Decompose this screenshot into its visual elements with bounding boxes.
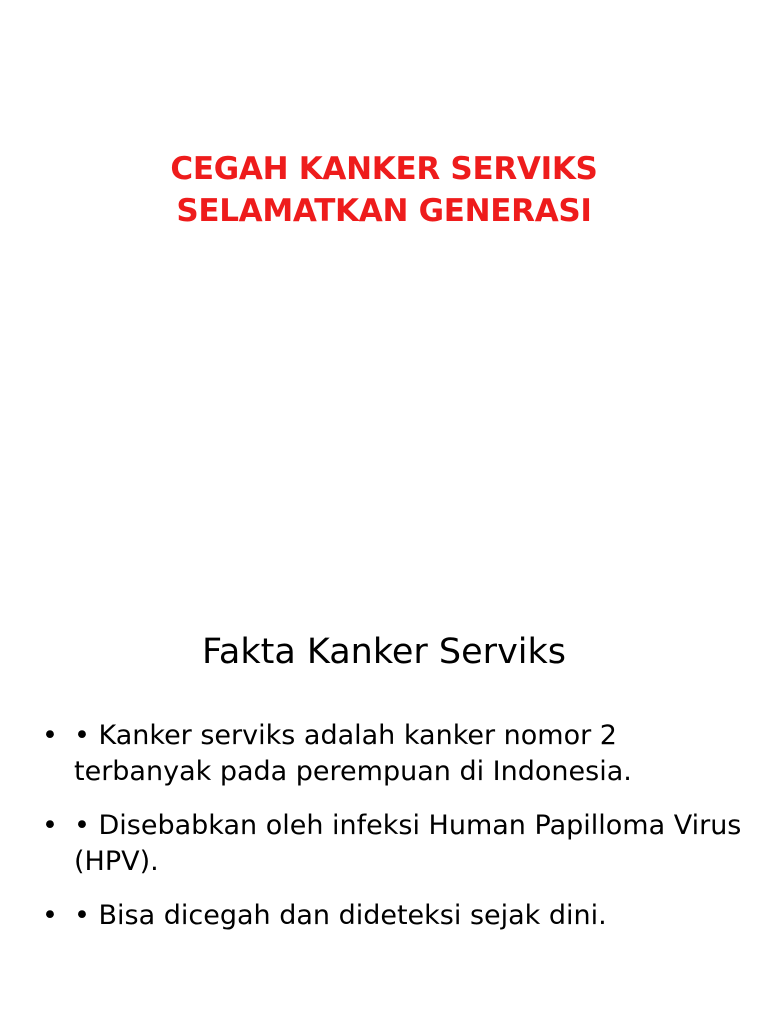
- title-line-1: CEGAH KANKER SERVIKS: [170, 151, 598, 187]
- slide-2: [0, 512, 768, 1024]
- bullet-marker: •: [42, 900, 58, 931]
- bullet-marker: •: [42, 720, 58, 751]
- bullet-item: [42, 898, 742, 934]
- bullet-marker: •: [42, 810, 58, 841]
- title-line-2: SELAMATKAN GENERASI: [176, 193, 592, 229]
- bullet-text: • Bisa dicegah dan dideteksi sejak dini.: [74, 900, 607, 931]
- slide-heading: Fakta Kanker Serviks: [201, 632, 567, 672]
- bullet-list: [42, 718, 742, 952]
- bullet-item: [42, 718, 742, 790]
- bullet-text: • Disebabkan oleh infeksi Human Papilloma Virus (HPV).: [74, 810, 742, 877]
- bullet-item: [42, 808, 742, 880]
- bullet-text: • Kanker serviks adalah kanker nomor 2 terbanyak pada perempuan di Indonesia.: [74, 720, 632, 787]
- slide-title: [0, 148, 768, 232]
